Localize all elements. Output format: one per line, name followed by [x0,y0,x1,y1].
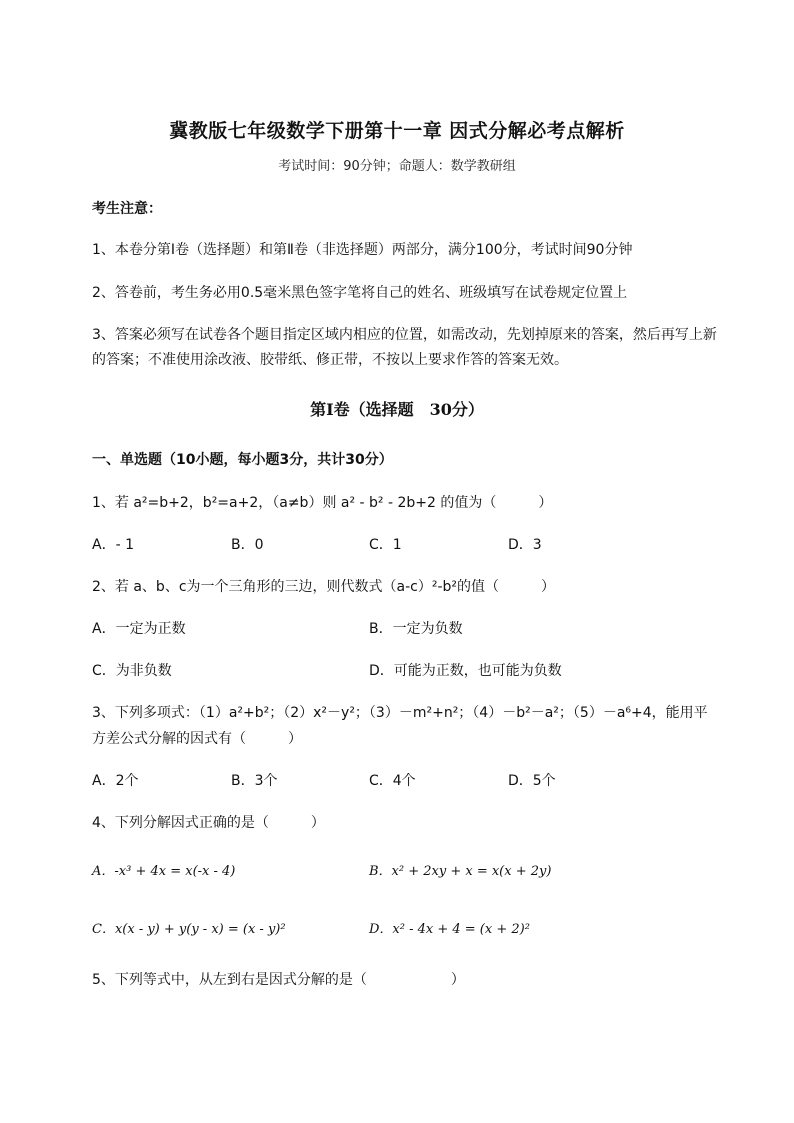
question-4-stem: 4、下列分解因式正确的是（ ） [92,815,325,831]
q3-option-b: B．3个 [231,773,278,789]
section-title: 第I卷（选择题 30分） [310,400,484,419]
note-item-2: 2、答卷前，考生务必用0.5毫米黑色签字笔将自己的姓名、班级填写在试卷规定位置上 [92,285,628,301]
q4-option-a: A．-x³ + 4x = x(-x - 4) [92,864,236,879]
q1-option-c: C．1 [369,537,402,553]
q4-option-d: D．x² - 4x + 4 = (x + 2)² [369,922,530,937]
question-1-stem: 1、若 a²=b+2，b²=a+2，（a≠b）则 a² - b² - 2b+2 的值为（ ） [92,495,553,511]
q4-option-c: C．x(x - y) + y(y - x) = (x - y)² [92,922,286,937]
q1-option-a: A．- 1 [92,537,134,553]
note-item-3: 3、答案必须写在试卷各个题目指定区域内相应的位置，如需改动，先划掉原来的答案，然后再写上新 [92,327,717,343]
page-title: 冀教版七年级数学下册第十一章 因式分解必考点解析 [169,120,625,142]
note-item-1: 1、本卷分第I卷（选择题）和第Ⅱ卷（非选择题）两部分，满分100分，考试时间90分钟 [92,242,633,258]
q3-option-d: D．5个 [508,773,556,789]
q2-option-a: A．一定为正数 [92,621,186,637]
part-heading: 一、单选题（10小题，每小题3分，共计30分） [92,452,393,468]
q3-option-c: C．4个 [369,773,416,789]
q2-option-b: B．一定为负数 [369,621,463,637]
question-3-stem-continued: 方差公式分解的因式有（ ） [92,731,302,747]
q2-option-c: C．为非负数 [92,663,172,679]
q1-option-d: D．3 [508,537,542,553]
note-item-3-continued: 的答案；不准使用涂改液、胶带纸、修正带，不按以上要求作答的答案无效。 [92,352,568,368]
q2-option-d: D．可能为正数，也可能为负数 [369,663,562,679]
question-5-stem: 5、下列等式中，从左到右是因式分解的是（ ） [92,972,465,988]
question-3-stem: 3、下列多项式：（1）a²+b²；（2）x²－y²；（3）－m²+n²；（4）－b²－a²；（5）－a⁶+4，能用平 [92,705,708,721]
q3-option-a: A．2个 [92,773,139,789]
exam-info: 考试时间：90分钟；命题人：数学教研组 [278,159,516,174]
question-2-stem: 2、若 a、b、c为一个三角形的三边，则代数式（a-c）²-b²的值（ ） [92,579,556,595]
q1-option-b: B．0 [231,537,264,553]
notes-heading: 考生注意： [92,201,162,217]
q4-option-b: B．x² + 2xy + x = x(x + 2y) [369,864,552,879]
